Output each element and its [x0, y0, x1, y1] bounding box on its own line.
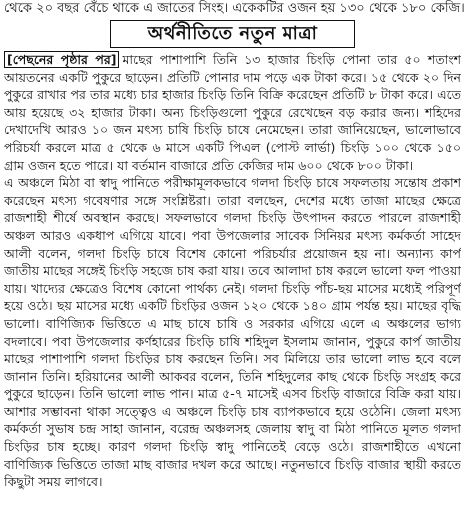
paragraph-1-text: মাছের পাশাপাশি তিনি ১৩ হাজার চিংড়ি পোনা তার ৫০ শতাংশ আয়তনের একটি পুকুরে ছাড়েন। প্রতিটি পোনার দাম পড়ে এক টাকা করে। ১৫ থেকে ২০ দিন পুকুরে রাখার পর তার মধ্যে চার হাজার চিংড়ি তিনি বিক্রি করেছেন প্রতিটি ৮ টাকা করে। এতে আয় হয়েছে ৩২ হাজার টাকা। অন্য চিংড়িগুলো পুকুরে রেখেছেন বড় করার জন্য। শহিদের দেখাদেখি আরও ১০ জন মৎস্য চাষি চিংড়ি চাষে নেমেছেন। তারা জানিয়েছেন, ভালোভাবে পরিচর্যা করলে মাত্র ৫ থেকে ৬ মাসে একটি পিএল (পোস্ট লার্ভা) চিংড়ি ১০০ থেকে ১৫০ গ্রাম ওজন হতে পারে। যা বর্তমান বাজারে প্রতি কেজির দাম ৬০০ থেকে ৮০০ টাকা। [4, 52, 461, 173]
article-body [4, 51, 461, 511]
paragraph-2: এ অঞ্চলে মিঠা বা স্বাদু পানিতে পরীক্ষামূলকভাবে গলদা চিংড়ি চাষে সফলতায় সন্তোষ প্রকাশ করেছেন মৎস্য গবেষণার সঙ্গে সংশ্লিষ্টরা। তারা বলছেন, দেশের মধ্যে তাজা মাছের ক্ষেত্রে রাজশাহী শীর্ষে অবস্থান করছে। সফলভাবে গলদা চিংড়ি উৎপাদন করতে পারলে রাজশাহী অঞ্চল আরও একধাপ এগিয়ে যাবে। পবা উপজেলার সাবেক সিনিয়র মৎস্য কর্মকর্তা সাহেদ আলী বলেন, গলদা চিংড়ি চাষে বিশেষ কোনো পরিচর্যার প্রয়োজন হয় না। অন্যান্য কার্প জাতীয় মাছের সঙ্গেই চিংড়ি সহজে চাষ করা যায়। তবে আলাদা চাষ করলে ভালো ফল পাওয়া যায়। খাদ্যের ক্ষেত্রেও বিশেষ কোনো পার্থক্য নেই। গলদা চিংড়ি পাঁচ-ছয় মাসের মধ্যেই পরিপূর্ণ হয়ে ওঠে। ছয় মাসের মধ্যে একটি চিংড়ির ওজন ১২০ থেকে ১৪০ গ্রাম পর্যন্ত হয়। মাছের বৃদ্ধি ভালো। বাণিজ্যিক ভিত্তিতে এ মাছ চাষে চাষি ও সরকার এগিয়ে এলে এ অঞ্চলের ভাগ্য বদলাবে। পবা উপজেলার কর্ণহারের চিংড়ি চাষি শহিদুল ইসলাম জানান, পুকুরে কার্প জাতীয় মাছের পাশাপাশি গলদা চিংড়ির চাষ করছেন তিনি। সব মিলিয়ে তার ভালো লাভ হবে বলে জানান তিনি। হরিয়ানের আলী আকবর বলেন, তিনি শহিদুলের কাছ থেকে চিংড়ি সংগ্রহ করে পুকুরে ছাড়েন। তিনি ভালো লাভ পান। মাত্র ৫-৭ মাসেই এসব চিংড়ি বাজারে বিক্রি করা যায়। আশার সম্ভাবনা থাকা সত্ত্বেও এ অঞ্চলে চিংড়ি চাষ ব্যাপকভাবে হয়ে ওঠেনি। জেলা মৎস্য কর্মকর্তা সুভাষ চন্দ্র সাহা জানান, বরেন্দ্র অঞ্চলসহ জেলায় স্বাদু বা মিঠা পানিতে মূলত গলদা চিংড়ির চাষ হচ্ছে। কারণ গলদা চিংড়ি স্বাদু পানিতেই বেড়ে ওঠে। রাজশাহীতে এখনো বাণিজ্যিক ভিত্তিতে তাজা মাছ বাজার দখল করে আছে। নতুনভাবে চিংড়ি বাজার স্থায়ী করতে কিছুটা সময় লাগবে। [4, 175, 461, 490]
continued-from-tag: [পেছনের পৃষ্ঠার পর] [4, 51, 119, 68]
headline-text: অর্থনীতিতে নতুন মাত্রা [147, 22, 318, 44]
paragraph-1 [4, 51, 461, 174]
headline [110, 20, 355, 48]
previous-article-tail: থেকে ২০ বছর বেঁচে থাকে এ জাতের সিংহ। একেকটির ওজন হয় ১৩০ থেকে ১৮০ কেজি। [4, 1, 465, 16]
